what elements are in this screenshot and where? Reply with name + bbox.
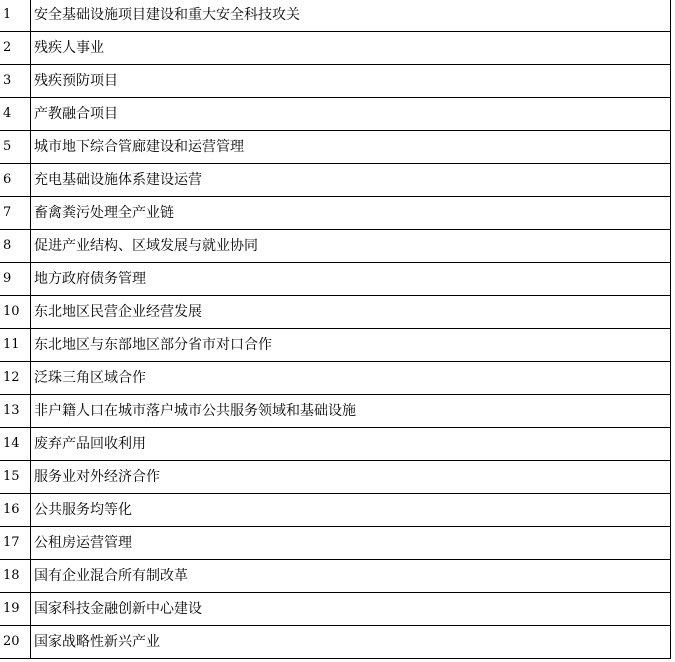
row-number: 17 xyxy=(0,527,31,560)
row-project-name: 东北地区民营企业经营发展 xyxy=(31,296,671,329)
row-number: 1 xyxy=(0,0,31,32)
row-project-name: 畜禽粪污处理全产业链 xyxy=(31,197,671,230)
row-project-name: 公共服务均等化 xyxy=(31,494,671,527)
table-row xyxy=(0,395,671,428)
row-number: 18 xyxy=(0,560,31,593)
row-number: 11 xyxy=(0,329,31,362)
row-project-name: 服务业对外经济合作 xyxy=(31,461,671,494)
row-project-name: 城市地下综合管廊建设和运营管理 xyxy=(31,131,671,164)
row-project-name: 国家科技金融创新中心建设 xyxy=(31,593,671,626)
row-number: 14 xyxy=(0,428,31,461)
table-row xyxy=(0,131,671,164)
row-project-name: 促进产业结构、区域发展与就业协同 xyxy=(31,230,671,263)
table-row xyxy=(0,32,671,65)
table-row xyxy=(0,494,671,527)
row-number: 13 xyxy=(0,395,31,428)
row-number: 19 xyxy=(0,593,31,626)
table-row xyxy=(0,527,671,560)
table-row xyxy=(0,98,671,131)
row-number: 20 xyxy=(0,626,31,659)
row-project-name: 非户籍人口在城市落户城市公共服务领域和基础设施 xyxy=(31,395,671,428)
row-project-name: 公租房运营管理 xyxy=(31,527,671,560)
table-row xyxy=(0,263,671,296)
row-number: 7 xyxy=(0,197,31,230)
table-row xyxy=(0,461,671,494)
row-project-name: 地方政府债务管理 xyxy=(31,263,671,296)
table-row xyxy=(0,329,671,362)
row-number: 5 xyxy=(0,131,31,164)
row-project-name: 国有企业混合所有制改革 xyxy=(31,560,671,593)
row-number: 10 xyxy=(0,296,31,329)
row-number: 9 xyxy=(0,263,31,296)
row-project-name: 东北地区与东部地区部分省市对口合作 xyxy=(31,329,671,362)
table-row xyxy=(0,0,671,32)
table-row xyxy=(0,593,671,626)
row-number: 4 xyxy=(0,98,31,131)
row-project-name: 残疾预防项目 xyxy=(31,65,671,98)
row-number: 12 xyxy=(0,362,31,395)
row-project-name: 产教融合项目 xyxy=(31,98,671,131)
table-row xyxy=(0,230,671,263)
table-row xyxy=(0,197,671,230)
row-number: 2 xyxy=(0,32,31,65)
row-project-name: 充电基础设施体系建设运营 xyxy=(31,164,671,197)
row-number: 15 xyxy=(0,461,31,494)
row-project-name: 国家战略性新兴产业 xyxy=(31,626,671,659)
row-number: 3 xyxy=(0,65,31,98)
table-row xyxy=(0,362,671,395)
row-number: 8 xyxy=(0,230,31,263)
table-row xyxy=(0,428,671,461)
row-project-name: 废弃产品回收利用 xyxy=(31,428,671,461)
row-project-name: 残疾人事业 xyxy=(31,32,671,65)
row-number: 16 xyxy=(0,494,31,527)
table-row xyxy=(0,65,671,98)
table-row xyxy=(0,626,671,659)
row-project-name: 安全基础设施项目建设和重大安全科技攻关 xyxy=(31,0,671,32)
table-row xyxy=(0,560,671,593)
table-row xyxy=(0,296,671,329)
row-number: 6 xyxy=(0,164,31,197)
table-row xyxy=(0,164,671,197)
row-project-name: 泛珠三角区域合作 xyxy=(31,362,671,395)
